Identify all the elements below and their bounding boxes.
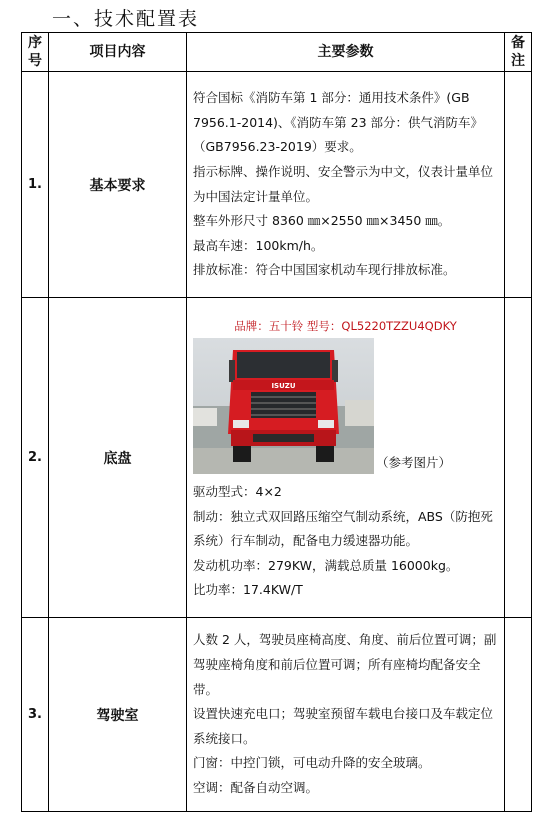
row-item: 底盘 — [49, 298, 187, 618]
chassis-image-row — [193, 338, 498, 474]
row-number: 2. — [22, 298, 49, 618]
table-row — [22, 298, 532, 618]
row-remark — [505, 72, 532, 298]
param-line: 空调：配备自动空调。 — [193, 779, 319, 795]
table-header-row — [22, 33, 532, 72]
table-row — [22, 72, 532, 298]
param-line: 排放标准：符合中国国家机动车现行排放标准。 — [193, 262, 456, 278]
param-line: 发动机功率：279KW，满载总质量 16000kg。 — [193, 557, 459, 573]
table-row — [22, 618, 532, 812]
param-line: 指示标牌、操作说明、安全警示为中文，仪表计量单位为中国法定计量单位。 — [193, 163, 494, 204]
param-line: 整车外形尺寸 8360 ㎜×2550 ㎜×3450 ㎜。 — [193, 213, 451, 229]
header-no: 序号 — [22, 33, 49, 72]
chassis-brand-model: 品牌：五十铃 型号：QL5220TZZU4QDKY — [234, 319, 457, 334]
row-params — [187, 618, 505, 812]
param-line: 比功率：17.4KW/T — [193, 582, 303, 598]
truck-photo — [193, 338, 374, 474]
header-params: 主要参数 — [187, 33, 505, 72]
row-number: 3. — [22, 618, 49, 812]
param-line: 制动：独立式双回路压缩空气制动系统，ABS（防抱死系统）行车制动，配备电力缓速器功能。 — [193, 508, 493, 549]
reference-image-note: （参考图片） — [376, 455, 452, 471]
header-remark: 备注 — [505, 33, 532, 72]
param-line: 门窗：中控门锁，可电动升降的安全玻璃。 — [193, 755, 431, 771]
row-remark — [505, 298, 532, 618]
row-item: 基本要求 — [49, 72, 187, 298]
row-params — [187, 72, 505, 298]
row-item: 驾驶室 — [49, 618, 187, 812]
param-line: 设置快速充电口；驾驶室预留车载电台接口及车载定位系统接口。 — [193, 706, 494, 746]
param-line: 符合国标《消防车第 1 部分：通用技术条件》(GB 7956.1-2014)、《消防车第 23 部分：供气消防车》（GB7956.23-2019）要求。 — [193, 90, 484, 155]
truck-brand-badge: ISUZU — [271, 382, 296, 391]
row-remark — [505, 618, 532, 812]
param-line: 人数 2 人，驾驶员座椅高度、角度、前后位置可调；副驾驶座椅角度和前后位置可调；所有座椅均配备安全带。 — [193, 632, 497, 697]
section-heading: 一、技术配置表 — [52, 8, 200, 30]
param-line: 最高车速：100km/h。 — [193, 237, 324, 253]
tech-config-table — [21, 32, 532, 812]
param-line: 驱动型式：4×2 — [193, 484, 282, 500]
header-item: 项目内容 — [49, 33, 187, 72]
row-number: 1. — [22, 72, 49, 298]
row-params — [187, 298, 505, 618]
